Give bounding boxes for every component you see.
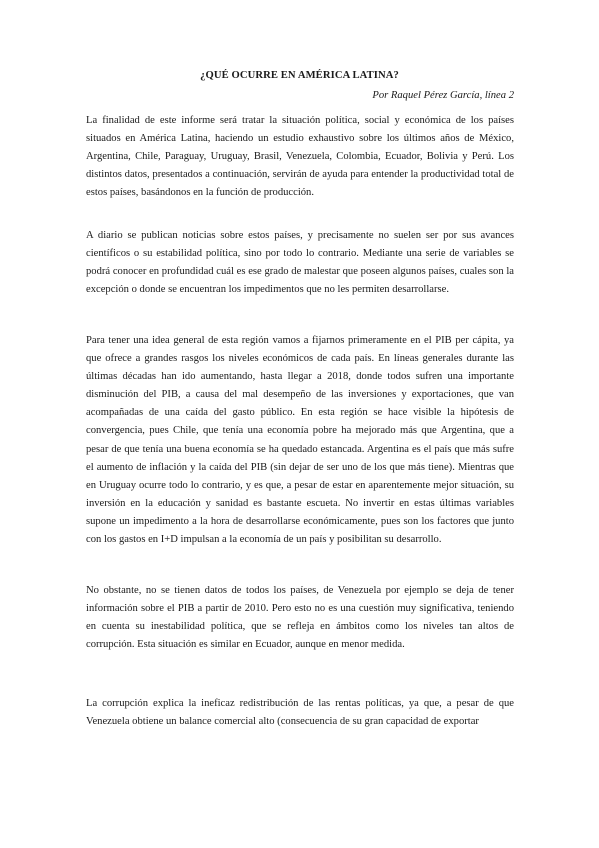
paragraph-2: A diario se publican noticias sobre estos países, y precisamente no suelen ser por sus avances científicos o su estabilidad política, sino por todo lo contrario. Mediante una serie de variables se podrá conocer en profundidad cuál es ese grado de malestar que poseen algunos países, cuales son la excepción o donde se encuentran los impedimentos que no les permiten desarrollarse. [86,230,514,296]
paragraph-3: Para tener una idea general de esta región vamos a fijarnos primeramente en el PIB per cápita, ya que ofrece a grandes rasgos los niveles económicos de cada país. En líneas generales durante las últimas décadas han ido aumentando, hasta llegar a 2018, donde todos sufren una importante disminución del PIB, a causa del mal desempeño de las inversiones y exportaciones, que van acompañadas de una caída del gasto público. En esta región se hace visible la hipótesis de convergencia, pues Chile, que tenía una economía pobre ha mejorado más que Argentina, que a pesar de que tenía una buena economía se ha quedado estancada. Argentina es el país que más sufre el aumento de inflación y la caída del PIB (sin dejar de ser uno de los que más tiene). Mientras que en Uruguay ocurre todo lo contrario, y es que, a pesar de estar en aparentemente mejor situación, su inversión en la educación y sanidad es bastante escueta. No invertir en estas últimas variables supone un impedimento a la hora de desarrollarse económicamente, pues son los factores que junto con los gastos en I+D impulsan a la economía de un país y posibilitan su desarrollo. [86,335,514,546]
paragraph-4: No obstante, no se tienen datos de todos los países, de Venezuela por ejemplo se deja de tener información sobre el PIB a partir de 2010. Pero esto no es una cuestión muy significativa, teniendo en cuenta su inestabilidad política, que se refleja en ámbitos como los niveles tan altos de corrupción. Esta situación es similar en Ecuador, aunque en menor medida. [86,585,514,651]
document-author: Por Raquel Pérez García, línea 2 [372,90,514,101]
document-title: ¿QUÉ OCURRE EN AMÉRICA LATINA? [200,70,399,81]
paragraph-5: La corrupción explica la ineficaz redistribución de las rentas políticas, ya que, a pesar de que Venezuela obtiene un balance comercial alto (consecuencia de su gran capacidad de exportar [86,698,514,728]
paragraph-1: La finalidad de este informe será tratar la situación política, social y económica de los países situados en América Latina, haciendo un estudio exhaustivo sobre los últimos años de México, Argentina, Chile, Paraguay, Uruguay, Brasil, Venezuela, Colombia, Ecuador, Bolivia y Perú. Los distintos datos, presentados a continuación, servirán de ayuda para entender la productividad total de estos países, basándonos en la función de producción. [86,115,514,199]
